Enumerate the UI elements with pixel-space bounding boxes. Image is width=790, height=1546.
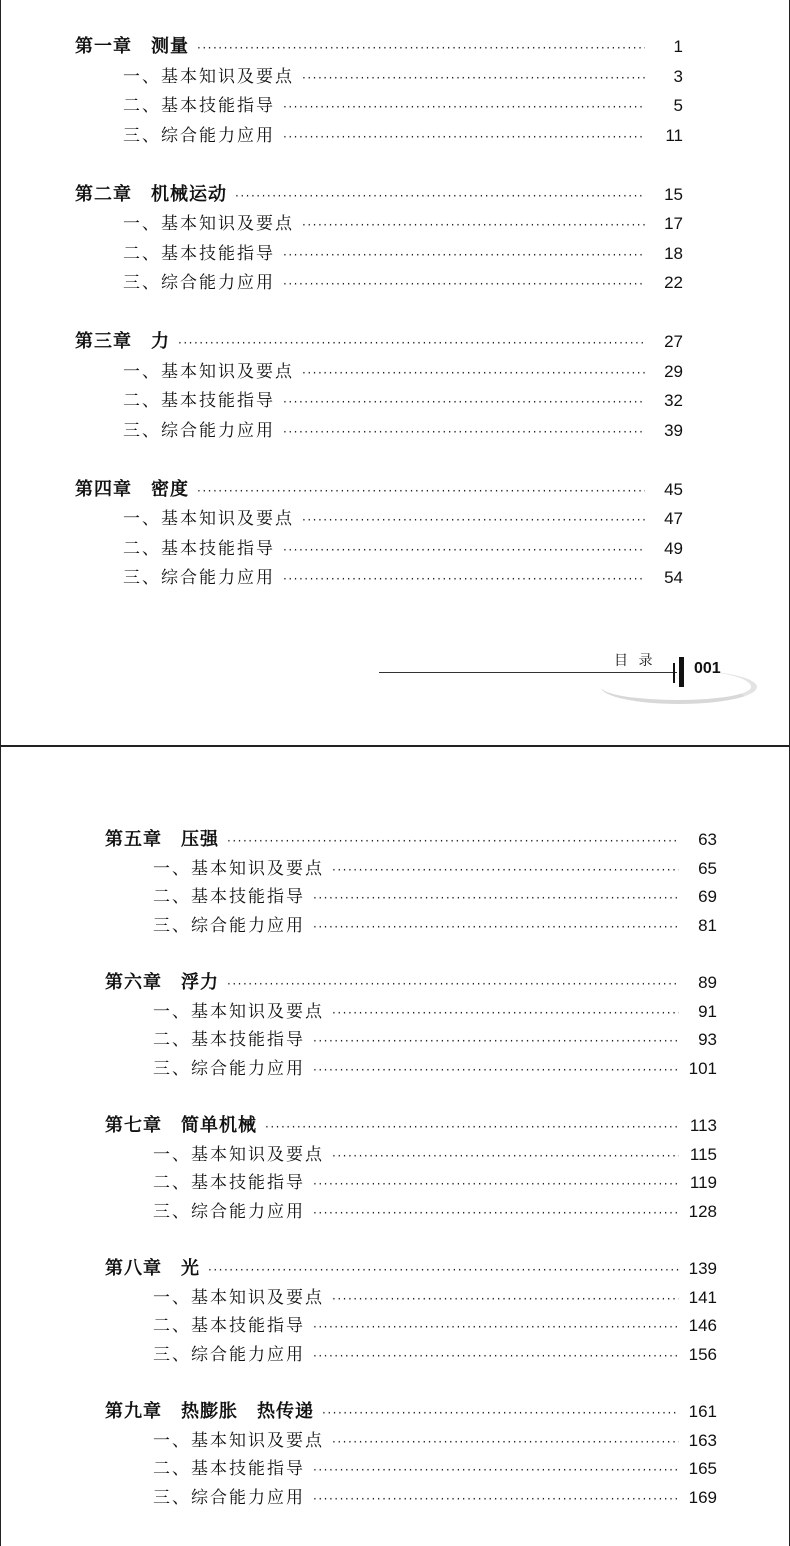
chapter-title: 第七章 简单机械 bbox=[105, 1115, 257, 1136]
dot-leader bbox=[313, 891, 679, 905]
section-title: 一、基本知识及要点 bbox=[153, 1001, 324, 1022]
section-title: 二、基本技能指导 bbox=[153, 1030, 305, 1050]
section-title: 二、基本技能指导 bbox=[123, 243, 275, 264]
chapter-page-number: 139 bbox=[688, 1259, 717, 1278]
dot-leader bbox=[332, 1006, 679, 1020]
section-entry bbox=[123, 121, 683, 146]
section-page-number: 47 bbox=[664, 509, 683, 528]
dot-leader bbox=[313, 920, 679, 934]
dot-leader bbox=[313, 1492, 679, 1506]
section-title: 二、基本技能指导 bbox=[153, 1173, 305, 1193]
section-entry bbox=[123, 386, 683, 411]
section-title: 三、综合能力应用 bbox=[153, 1058, 305, 1079]
section-entry bbox=[123, 91, 683, 116]
section-entry bbox=[153, 1311, 717, 1336]
section-entry bbox=[153, 1197, 717, 1222]
section-entry bbox=[123, 563, 683, 588]
section-entry bbox=[153, 1340, 717, 1365]
chapter-title: 第九章 热膨胀 热传递 bbox=[105, 1401, 314, 1422]
section-title: 一、基本知识及要点 bbox=[123, 214, 294, 234]
section-entry bbox=[153, 1140, 717, 1165]
dot-leader bbox=[302, 218, 645, 232]
section-title: 三、综合能力应用 bbox=[153, 1201, 305, 1222]
chapter-entry bbox=[75, 327, 683, 353]
section-title: 三、综合能力应用 bbox=[123, 273, 275, 293]
chapter-title: 第三章 力 bbox=[75, 331, 170, 352]
section-entry bbox=[153, 1168, 717, 1193]
chapter-page-number: 113 bbox=[689, 1116, 717, 1135]
dot-leader bbox=[197, 484, 645, 498]
section-title: 一、基本知识及要点 bbox=[153, 1287, 324, 1308]
chapter-title: 第一章 测量 bbox=[75, 36, 189, 57]
section-page-number: 11 bbox=[665, 125, 683, 145]
footer-rule bbox=[379, 672, 677, 673]
section-title: 三、综合能力应用 bbox=[153, 1487, 305, 1508]
section-page-number: 128 bbox=[688, 1201, 717, 1221]
chapter-entry bbox=[105, 1254, 717, 1280]
section-title: 三、综合能力应用 bbox=[153, 1344, 305, 1365]
dot-leader bbox=[283, 572, 645, 586]
dot-leader bbox=[313, 1349, 679, 1363]
section-page-number: 54 bbox=[664, 568, 683, 587]
section-entry bbox=[123, 534, 683, 559]
section-title: 三、综合能力应用 bbox=[123, 420, 275, 441]
section-page-number: 119 bbox=[689, 1173, 717, 1192]
section-entry bbox=[123, 209, 683, 234]
dot-leader bbox=[322, 1406, 679, 1420]
dot-leader bbox=[178, 336, 645, 350]
section-title: 二、基本技能指导 bbox=[123, 96, 275, 116]
chapter-page-number: 89 bbox=[698, 973, 717, 992]
chapter-title: 第二章 机械运动 bbox=[75, 183, 227, 205]
dot-leader bbox=[313, 1034, 679, 1048]
section-title: 一、基本知识及要点 bbox=[123, 66, 294, 87]
dot-leader bbox=[332, 1149, 679, 1163]
dot-leader bbox=[302, 366, 645, 380]
section-title: 二、基本技能指导 bbox=[123, 391, 275, 411]
section-page-number: 93 bbox=[698, 1030, 717, 1049]
chapter-page-number: 27 bbox=[664, 332, 683, 351]
chapter-page-number: 45 bbox=[664, 479, 683, 499]
dot-leader bbox=[283, 277, 645, 291]
dot-leader bbox=[227, 834, 679, 848]
section-title: 二、基本技能指导 bbox=[123, 538, 275, 559]
section-page-number: 146 bbox=[688, 1316, 717, 1335]
chapter-entry bbox=[105, 1397, 717, 1423]
toc-page-2 bbox=[0, 746, 790, 1546]
section-title: 三、综合能力应用 bbox=[123, 568, 275, 588]
section-entry bbox=[123, 504, 683, 529]
section-page-number: 156 bbox=[688, 1344, 717, 1364]
section-entry bbox=[153, 1283, 717, 1308]
chapter-title: 第五章 压强 bbox=[105, 829, 219, 850]
dot-leader bbox=[235, 189, 645, 203]
section-page-number: 115 bbox=[689, 1144, 717, 1164]
section-entry bbox=[153, 1454, 717, 1479]
footer-bar-thin bbox=[673, 663, 675, 683]
section-page-number: 141 bbox=[688, 1287, 717, 1307]
section-page-number: 101 bbox=[688, 1058, 717, 1078]
dot-leader bbox=[313, 1463, 679, 1477]
section-title: 一、基本知识及要点 bbox=[153, 1430, 324, 1451]
dot-leader bbox=[302, 513, 645, 527]
section-page-number: 32 bbox=[664, 391, 683, 410]
section-title: 一、基本知识及要点 bbox=[153, 858, 324, 879]
section-page-number: 22 bbox=[664, 273, 683, 292]
chapter-page-number: 1 bbox=[673, 37, 683, 56]
dot-leader bbox=[332, 1435, 679, 1449]
section-page-number: 163 bbox=[688, 1430, 717, 1450]
section-entry bbox=[123, 357, 683, 382]
dot-leader bbox=[283, 425, 645, 439]
section-entry bbox=[153, 1054, 717, 1079]
dot-leader bbox=[227, 977, 679, 991]
section-page-number: 81 bbox=[698, 915, 717, 935]
chapter-entry bbox=[75, 180, 683, 206]
section-page-number: 5 bbox=[673, 96, 683, 115]
dot-leader bbox=[302, 71, 645, 85]
section-title: 一、基本知识及要点 bbox=[123, 509, 294, 529]
page-number: 001 bbox=[694, 660, 721, 677]
section-page-number: 17 bbox=[664, 214, 683, 233]
chapter-entry bbox=[105, 825, 717, 851]
dot-leader bbox=[283, 543, 645, 557]
section-entry bbox=[153, 911, 717, 936]
section-entry bbox=[153, 1483, 717, 1508]
chapter-page-number: 63 bbox=[698, 830, 717, 849]
section-page-number: 49 bbox=[664, 538, 683, 558]
section-page-number: 65 bbox=[698, 858, 717, 878]
section-title: 二、基本技能指导 bbox=[153, 1316, 305, 1336]
section-title: 二、基本技能指导 bbox=[153, 1459, 305, 1479]
section-page-number: 3 bbox=[673, 66, 683, 86]
footer-bar bbox=[679, 657, 684, 687]
chapter-page-number: 15 bbox=[664, 184, 683, 204]
chapter-title: 第六章 浮力 bbox=[105, 972, 219, 993]
dot-leader bbox=[332, 863, 679, 877]
section-page-number: 69 bbox=[698, 887, 717, 906]
dot-leader bbox=[208, 1263, 679, 1277]
section-entry bbox=[153, 882, 717, 907]
section-entry bbox=[153, 1025, 717, 1050]
chapter-title: 第八章 光 bbox=[105, 1258, 200, 1279]
section-page-number: 169 bbox=[688, 1487, 717, 1507]
section-entry bbox=[123, 62, 683, 87]
toc-page-1 bbox=[0, 0, 790, 746]
section-entry bbox=[153, 997, 717, 1022]
dot-leader bbox=[283, 100, 645, 114]
chapter-entry bbox=[75, 32, 683, 58]
section-page-number: 39 bbox=[664, 420, 683, 440]
chapter-page-number: 161 bbox=[688, 1402, 717, 1421]
section-entry bbox=[123, 416, 683, 441]
dot-leader bbox=[283, 395, 645, 409]
chapter-entry bbox=[105, 1111, 717, 1137]
section-entry bbox=[123, 268, 683, 293]
section-title: 二、基本技能指导 bbox=[153, 887, 305, 907]
dot-leader bbox=[197, 41, 645, 55]
chapter-entry bbox=[75, 475, 683, 501]
section-page-number: 18 bbox=[664, 243, 683, 263]
section-title: 一、基本知识及要点 bbox=[123, 361, 294, 382]
section-page-number: 165 bbox=[688, 1459, 717, 1478]
section-title: 三、综合能力应用 bbox=[153, 915, 305, 936]
dot-leader bbox=[283, 248, 645, 262]
section-title: 一、基本知识及要点 bbox=[153, 1144, 324, 1165]
section-page-number: 91 bbox=[698, 1001, 717, 1021]
section-title: 三、综合能力应用 bbox=[123, 125, 275, 146]
footer-label: 目 录 bbox=[614, 653, 656, 669]
dot-leader bbox=[313, 1177, 679, 1191]
section-entry bbox=[123, 239, 683, 264]
chapter-entry bbox=[105, 968, 717, 994]
dot-leader bbox=[283, 130, 645, 144]
dot-leader bbox=[313, 1063, 679, 1077]
section-entry bbox=[153, 1426, 717, 1451]
dot-leader bbox=[313, 1320, 679, 1334]
dot-leader bbox=[313, 1206, 679, 1220]
section-entry bbox=[153, 854, 717, 879]
chapter-title: 第四章 密度 bbox=[75, 478, 189, 500]
dot-leader bbox=[265, 1120, 679, 1134]
section-page-number: 29 bbox=[664, 361, 683, 381]
dot-leader bbox=[332, 1292, 679, 1306]
